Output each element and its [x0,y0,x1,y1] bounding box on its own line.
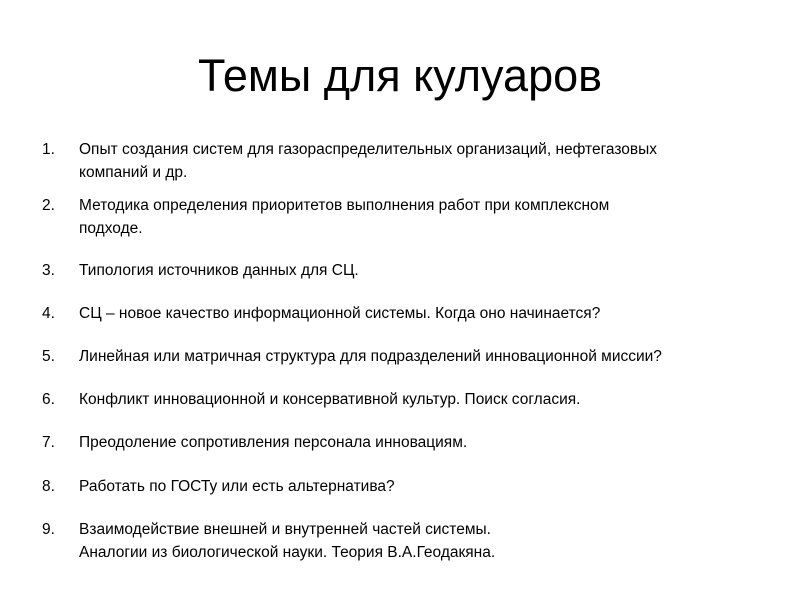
list-item-line: Взаимодействие внешней и внутренней частей системы. [79,521,491,538]
list-item-text [79,475,779,498]
list-item-text [79,345,779,368]
list-item-text [79,302,779,325]
list-item-text [79,138,779,184]
list-item-line: подходе. [79,220,143,237]
list-item-line: Методика определения приоритетов выполнения работ при комплексном [79,197,610,214]
list-item-line: компаний и др. [79,164,188,181]
list-item-line: Аналогии из биологической науки. Теория В.А.Геодакяна. [79,544,496,561]
list-item-line: Работать по ГОСТу или есть альтернатива? [79,478,395,495]
list-item-number: 2. [42,197,55,214]
list-item-number: 7. [42,434,55,451]
list-item-line: Преодоление сопротивления персонала инновациям. [79,434,468,451]
list-item-number: 3. [42,262,55,279]
list-item-line: Опыт создания систем для газораспределительных организаций, нефтегазовых [79,141,658,158]
list-item-text [79,388,779,411]
list-item-number: 9. [42,521,55,538]
list-item-line: Конфликт инновационной и консервативной культур. Поиск согласия. [79,391,581,408]
list-item-line: Линейная или матричная структура для подразделений инновационной миссии? [79,348,662,365]
list-item-number: 6. [42,391,55,408]
list-item-number: 5. [42,348,55,365]
list-item-line: Типология источников данных для СЦ. [79,262,359,279]
list-item-text [79,518,779,564]
list-item-text [79,194,779,240]
list-item-text [79,259,779,282]
list-item-line: СЦ – новое качество информационной системы. Когда оно начинается? [79,305,601,322]
slide-title: Темы для кулуаров [197,50,603,101]
list-item-number: 1. [42,141,55,158]
list-item-text [79,431,779,454]
list-item-number: 8. [42,478,55,495]
list-item-number: 4. [42,305,55,322]
